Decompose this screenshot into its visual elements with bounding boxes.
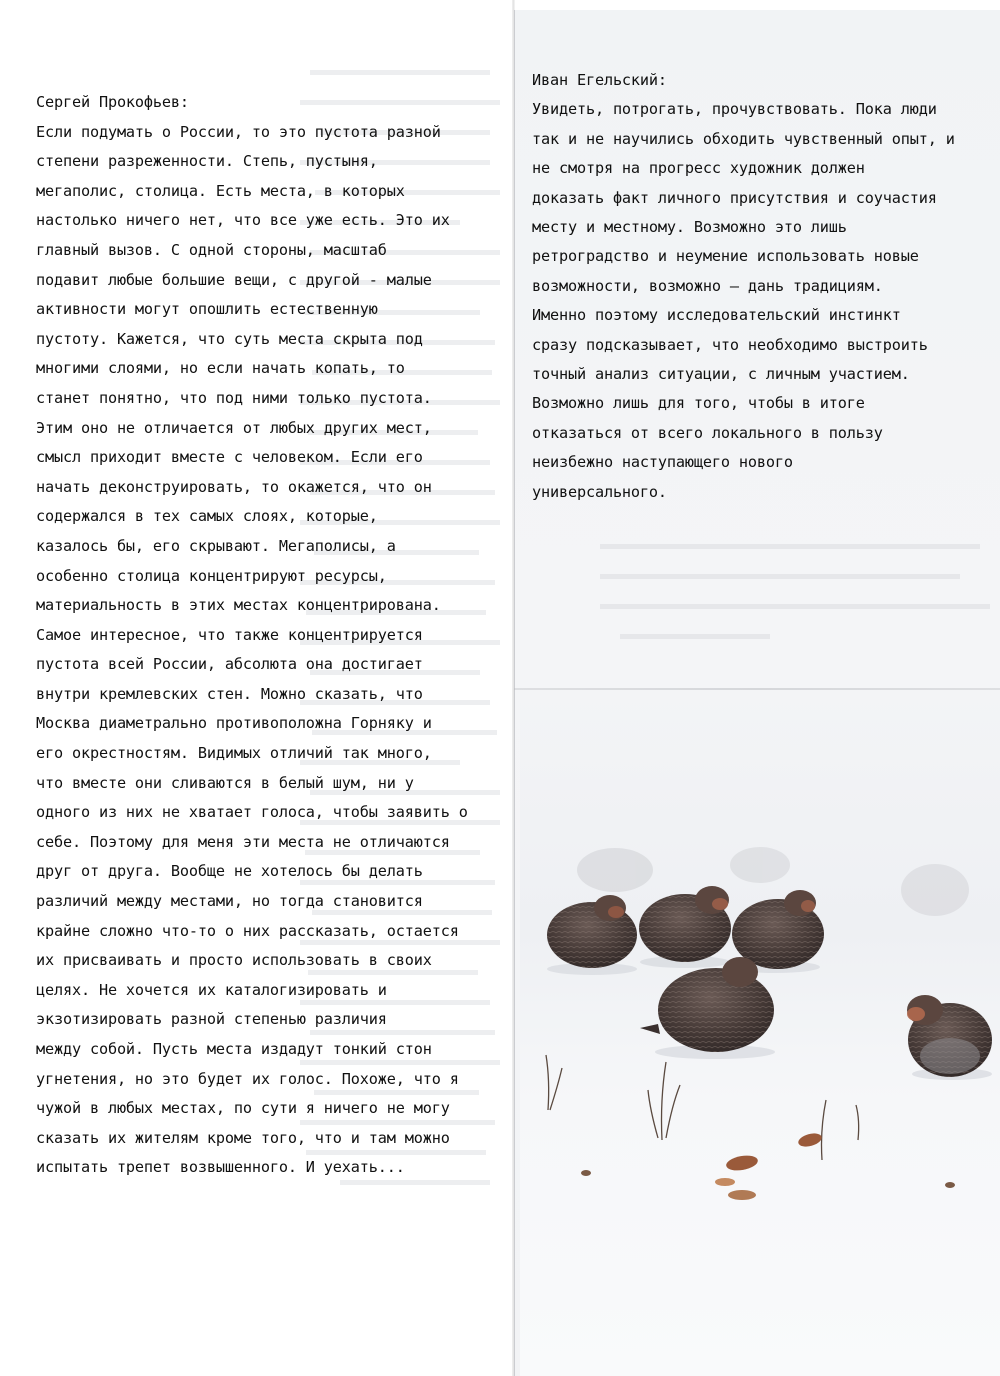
left-text-line: пустоту. Кажется, что суть места скрыта под [36, 329, 423, 348]
right-text-line: сразу подсказывает, что необходимо выстроить [532, 335, 928, 354]
partridges-in-snow-photo [520, 690, 1000, 1376]
left-text-line: что вместе они сливаются в белый шум, ни у [36, 773, 414, 792]
right-text-line: неизбежно наступающего нового [532, 453, 793, 472]
right-text-line: универсального. [532, 482, 667, 501]
left-text-line: станет понятно, что под ними только пустота. [36, 388, 432, 407]
right-text-line: Возможно лишь для того, чтобы в итоге [532, 394, 865, 413]
show-through-texture-right [600, 530, 1000, 670]
left-text-line: чужой в любых местах, по сути я ничего не могу [36, 1099, 450, 1118]
left-author-heading: Сергей Прокофьев: [36, 93, 189, 111]
right-text-column [532, 66, 955, 507]
left-text-line: мегаполис, столица. Есть места, в которых [36, 181, 405, 200]
left-text-line: содержался в тех самых слоях, которые, [36, 507, 378, 526]
left-text-line: главный вызов. С одной стороны, масштаб [36, 240, 387, 259]
left-text-line: сказать их жителям кроме того, что и там можно [36, 1128, 450, 1147]
right-text-line: Именно поэтому исследовательский инстинкт [532, 306, 901, 325]
right-author-heading: Иван Егельский: [532, 71, 667, 89]
left-text-line: Этим оно не отличается от любых других мест, [36, 418, 432, 437]
left-text-line: смысл приходит вместе с человеком. Если его [36, 448, 423, 467]
right-text-line: возможности, возможно – дань традициям. [532, 276, 883, 295]
left-text-line: казалось бы, его скрывают. Мегаполисы, а [36, 536, 396, 555]
left-text-line: угнетения, но это будет их голос. Похоже, что я [36, 1069, 459, 1088]
right-text-line: доказать факт личного присутствия и соучастия [532, 188, 937, 207]
left-text-line: подавит любые большие вещи, с другой - малые [36, 270, 432, 289]
right-text-line: точный анализ ситуации, с личным участием. [532, 365, 910, 384]
left-text-line: Самое интересное, что также концентрируется [36, 625, 423, 644]
left-text-line: целях. Не хочется их каталогизировать и [36, 980, 387, 999]
right-text-line: месту и местному. Возможно это лишь [532, 218, 847, 237]
left-text-line: между собой. Пусть места издадут тонкий стон [36, 1040, 432, 1058]
left-text-line: экзотизировать разной степенью различия [36, 1010, 387, 1029]
left-text-line: их присваивать и просто использовать в своих [36, 951, 432, 970]
right-text-line: отказаться от всего локального в пользу [532, 423, 883, 442]
left-text-line: пустота всей России, абсолюта она достигает [36, 655, 423, 674]
left-text-line: степени разреженности. Степь, пустыня, [36, 152, 378, 171]
left-text-line: одного из них не хватает голоса, чтобы заявить о [36, 803, 468, 822]
left-text-line: настолько ничего нет, что все уже есть. Это их [36, 211, 450, 230]
left-text-line: крайне сложно что-то о них рассказать, остается [36, 921, 459, 940]
left-text-line: Если подумать о России, то это пустота разной [36, 122, 441, 141]
left-text-line: начать деконструировать, то окажется, что он [36, 477, 432, 496]
right-text-line: ретроградство и неумение использовать новые [532, 247, 919, 266]
left-text-line: друг от друга. Вообще не хотелось бы делать [36, 862, 423, 881]
left-text-line: испытать трепет возвышенного. И уехать... [36, 1158, 405, 1177]
left-text-line: материальность в этих местах концентрирована. [36, 596, 441, 615]
right-text-line: Увидеть, потрогать, прочувствовать. Пока люди [532, 100, 937, 119]
left-text-line: многими слоями, но если начать копать, то [36, 359, 405, 378]
left-text-line: внутри кремлевских стен. Можно сказать, что [36, 684, 423, 703]
right-text-line: не смотря на прогресс художник должен [532, 159, 865, 178]
left-text-line: различий между местами, но тогда становится [36, 892, 423, 911]
left-text-line: активности могут опошлить естественную [36, 300, 378, 319]
left-text-line: его окрестностям. Видимых отличий так много, [36, 744, 432, 763]
left-text-line: Москва диаметрально противоположна Горняку и [36, 714, 432, 733]
left-text-column [36, 88, 468, 1183]
right-text-line: так и не научились обходить чувственный опыт, и [532, 129, 955, 148]
left-text-line: особенно столица концентрируют ресурсы, [36, 566, 387, 585]
left-text-line: себе. Поэтому для меня эти места не отличаются [36, 832, 450, 851]
